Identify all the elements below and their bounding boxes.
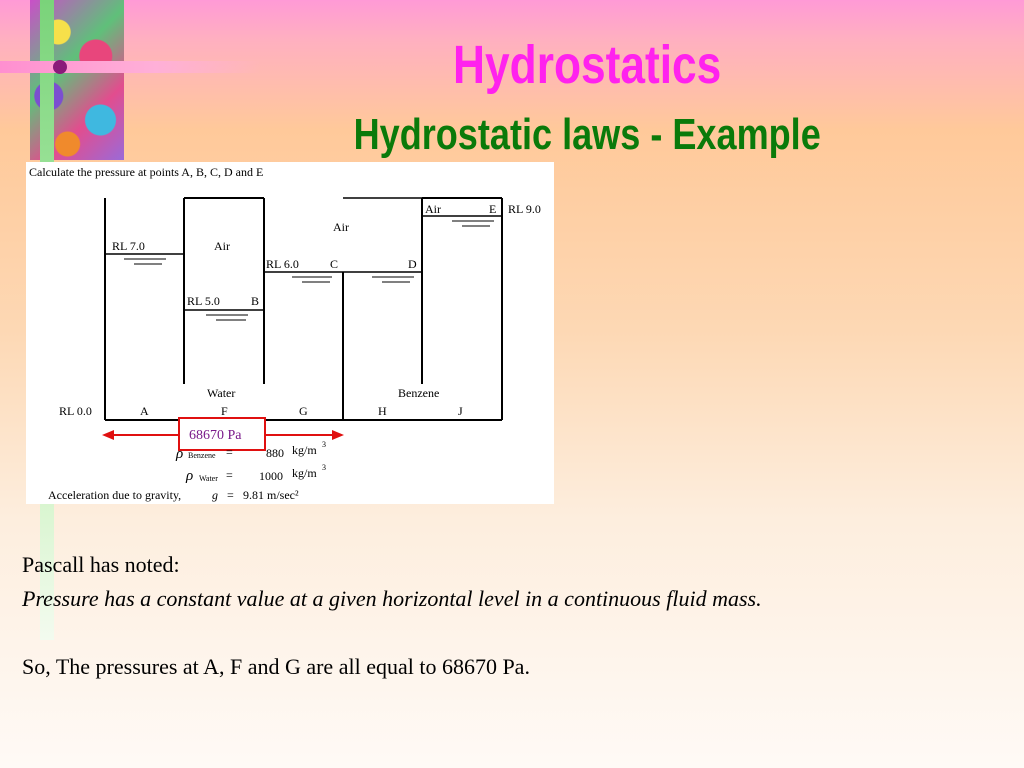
label-rl-6: RL 6.0: [266, 257, 299, 271]
water-unit-exp: 3: [322, 463, 326, 472]
conclusion-text: So, The pressures at A, F and G are all equal to 68670 Pa.: [22, 654, 530, 679]
label-point-a: A: [140, 404, 149, 418]
benzene-subscript: Benzene: [188, 451, 216, 460]
benzene-unit: kg/m: [292, 443, 317, 457]
pressure-value: 68670 Pa: [189, 428, 242, 443]
label-air-e: Air: [425, 202, 441, 216]
label-point-f: F: [221, 404, 228, 418]
benzene-value: 880: [266, 446, 284, 460]
label-rl-0: RL 0.0: [59, 404, 92, 418]
label-water: Water: [207, 386, 236, 400]
pascal-law: Pressure has a constant value at a given horizontal level in a continuous fluid mass.: [22, 586, 762, 611]
label-point-b: B: [251, 294, 260, 308]
label-point-c: C: [330, 257, 339, 271]
manometer-diagram: [26, 162, 554, 504]
label-point-h: H: [378, 404, 387, 418]
water-subscript: Water: [199, 474, 218, 483]
water-unit: kg/m: [292, 466, 317, 480]
label-point-e: E: [489, 202, 497, 216]
manometer-figure: [26, 162, 554, 504]
gravity-value: 9.81 m/sec²: [243, 488, 299, 502]
benzene-equals: =: [226, 445, 233, 459]
water-value: 1000: [259, 469, 283, 483]
water-equals: =: [226, 468, 233, 482]
container-walls: [105, 198, 502, 420]
slide-title: Hydrostatics: [453, 35, 722, 95]
label-point-d: D: [408, 257, 417, 271]
label-benzene: Benzene: [398, 386, 440, 400]
figure-caption: Calculate the pressure at points A, B, C, D and E: [29, 165, 264, 179]
gravity-symbol: g: [212, 488, 218, 502]
rho-water-symbol: ρ: [186, 468, 194, 484]
label-rl-7: RL 7.0: [112, 239, 145, 253]
label-rl-9: RL 9.0: [508, 202, 541, 216]
benzene-unit-exp: 3: [322, 440, 326, 449]
decorative-dot: [53, 60, 67, 74]
label-rl-5: RL 5.0: [187, 294, 220, 308]
gravity-label: Acceleration due to gravity,: [48, 488, 182, 502]
gravity-equals: =: [227, 488, 234, 502]
water-surfaces: [105, 216, 502, 310]
label-point-g: G: [299, 404, 308, 418]
pascal-intro: Pascall has noted:: [22, 552, 180, 577]
label-point-j: J: [458, 404, 463, 418]
slide-subtitle: Hydrostatic laws - Example: [353, 110, 821, 159]
label-air-left: Air: [214, 239, 230, 253]
rho-benzene-symbol: ρ: [176, 446, 184, 462]
surface-marks: [124, 221, 494, 320]
label-air-mid: Air: [333, 220, 349, 234]
